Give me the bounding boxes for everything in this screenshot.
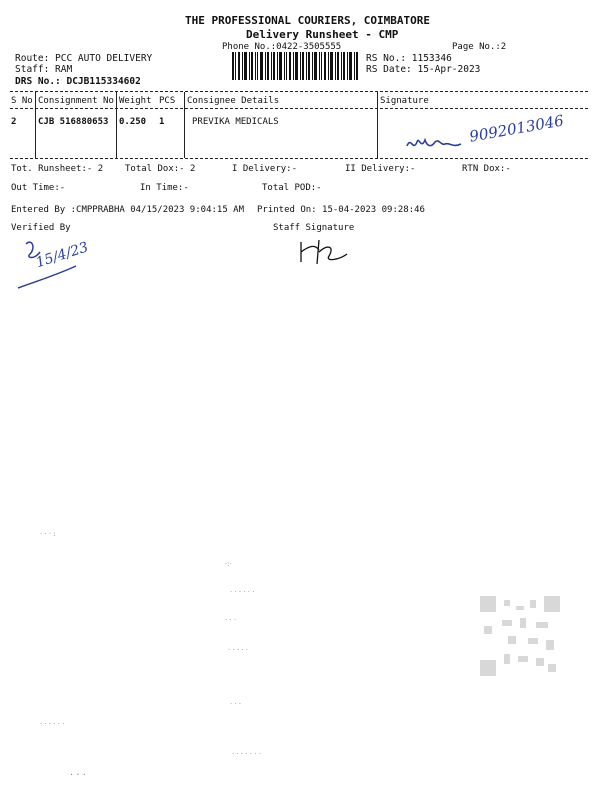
column-header-consignment: Consignment No [38, 96, 114, 106]
table-top-border [10, 91, 588, 92]
column-divider [35, 92, 36, 158]
scan-artifact: · · · [70, 770, 86, 781]
rs-number: RS No.: 1153346 [366, 53, 452, 64]
verified-date: 15/4/23 [34, 239, 91, 272]
staff-signature-image [295, 236, 355, 270]
company-name: THE PROFESSIONAL COURIERS, COIMBATORE [185, 14, 431, 27]
scan-artifact: · · · · · · [40, 720, 65, 728]
column-header-pcs: PCS [159, 96, 176, 106]
total-runsheet: Tot. Runsheet:- 2 [11, 164, 104, 174]
second-delivery: II Delivery:- [345, 164, 416, 174]
column-divider [116, 92, 117, 158]
entered-by: Entered By :CMPPRABHA 04/15/2023 9:04:15 AM [11, 205, 244, 215]
table-header-border [10, 108, 588, 109]
rtn-dox: RTN Dox:- [462, 164, 511, 174]
barcode-image [232, 52, 360, 80]
table-bottom-border [10, 158, 588, 159]
column-header-sno: S No [11, 96, 33, 106]
row-sno: 2 [11, 117, 17, 127]
staff-signature-label: Staff Signature [273, 223, 355, 233]
route-label: Route: PCC AUTO DELIVERY [15, 53, 153, 64]
total-pod: Total POD:- [262, 183, 322, 193]
total-dox: Total Dox:- 2 [125, 164, 196, 174]
column-divider [184, 92, 185, 158]
phone-number: Phone No.:0422-3505555 [222, 42, 342, 52]
column-header-consignee: Consignee Details [187, 96, 280, 106]
out-time: Out Time:- [11, 183, 66, 193]
receiver-phone-number: 9092013046 [468, 111, 566, 146]
scan-artifact: · · · · · · · [232, 750, 261, 758]
column-header-signature: Signature [380, 96, 429, 106]
scan-artifact: · · · [230, 700, 242, 708]
verified-by-label: Verified By [11, 223, 71, 233]
row-consignment-no: CJB 516880653 [38, 117, 109, 127]
staff-label: Staff: RAM [15, 64, 73, 75]
column-divider [377, 92, 378, 158]
scan-artifact: · · · : [40, 530, 56, 538]
row-pcs: 1 [159, 117, 165, 127]
document-title: Delivery Runsheet - CMP [246, 28, 399, 41]
row-consignee: PREVIKA MEDICALS [192, 117, 279, 127]
first-delivery: I Delivery:- [232, 164, 298, 174]
row-weight: 0.250 [119, 117, 147, 127]
receiver-signature-image [405, 132, 465, 156]
printed-on: Printed On: 15-04-2023 09:28:46 [257, 205, 425, 215]
rs-date: RS Date: 15-Apr-2023 [366, 64, 481, 75]
faded-qr-code-image [480, 596, 560, 676]
scan-artifact: · · · · · · [230, 588, 255, 596]
column-header-weight: Weight [119, 96, 152, 106]
scan-artifact: · · · [225, 616, 237, 624]
scan-artifact: ·:· [225, 560, 232, 568]
drs-number: DRS No.: DCJB115334602 [15, 76, 141, 87]
page-number: Page No.:2 [452, 42, 507, 52]
scan-artifact: · · · · · [228, 646, 249, 654]
in-time: In Time:- [140, 183, 189, 193]
